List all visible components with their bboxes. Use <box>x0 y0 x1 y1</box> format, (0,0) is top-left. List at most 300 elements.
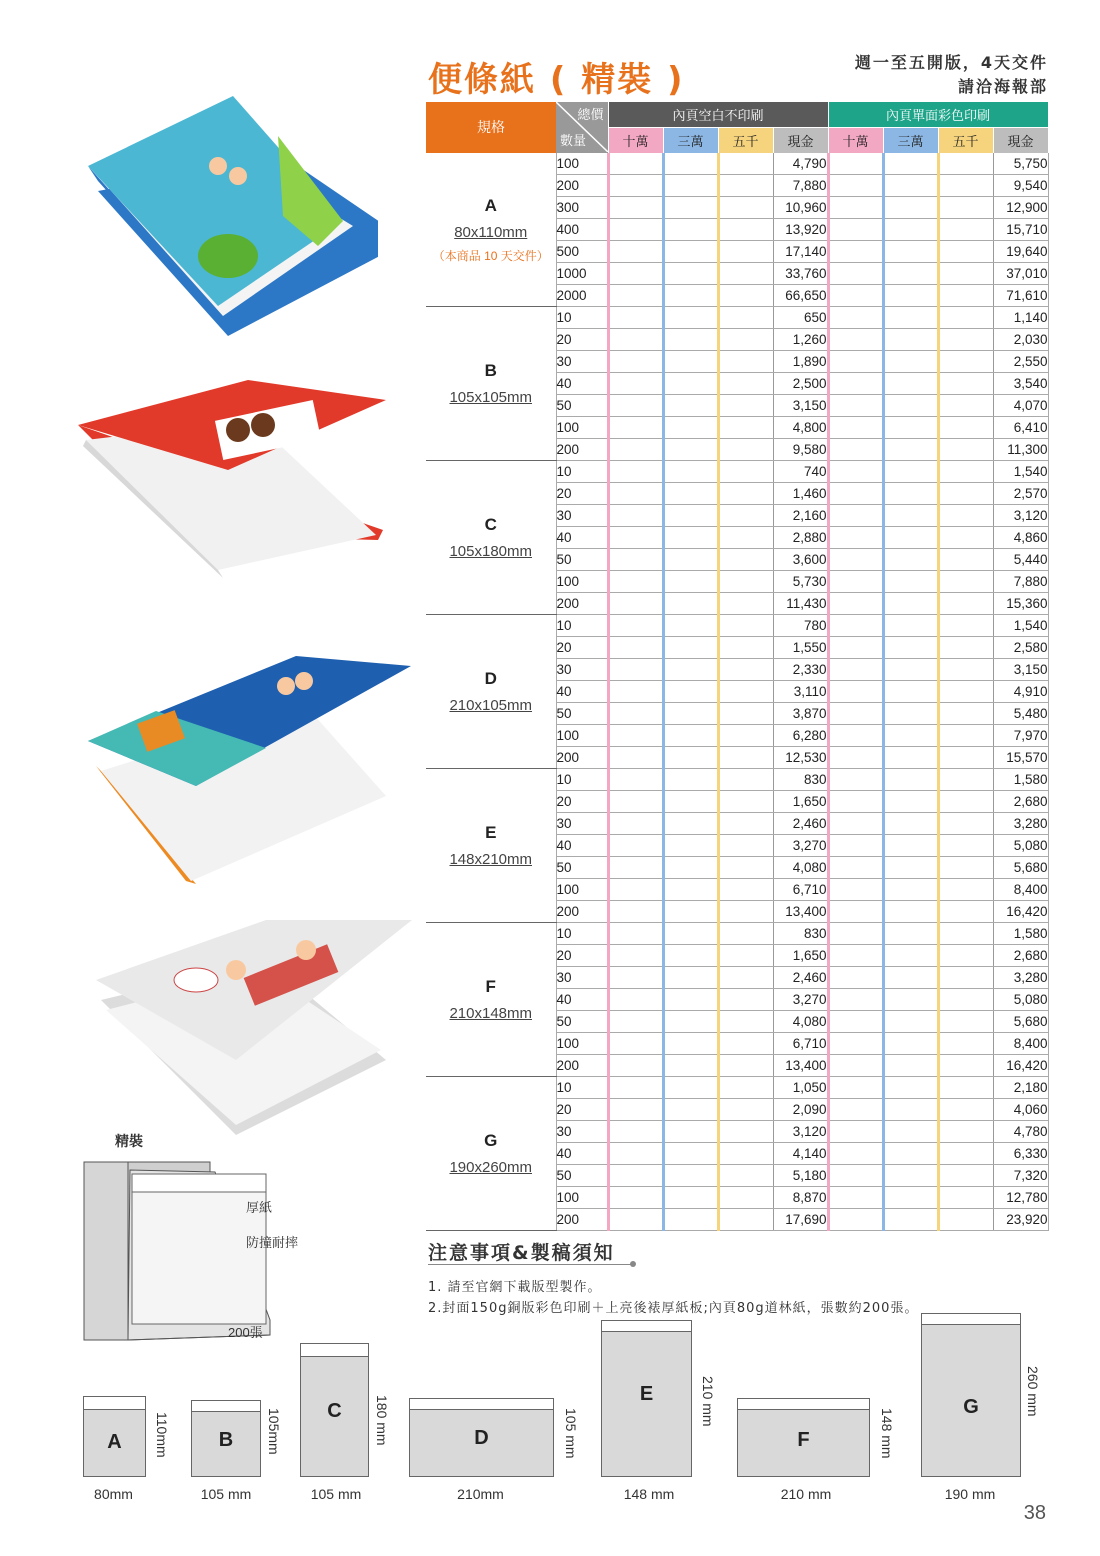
empty-cell <box>663 615 718 637</box>
empty-cell <box>663 285 718 307</box>
size-letter: C <box>327 1400 342 1422</box>
price-color-cash: 4,780 <box>993 1121 1048 1143</box>
empty-cell <box>718 461 773 483</box>
price-color-cash: 2,680 <box>993 791 1048 813</box>
qty-cell: 30 <box>556 813 608 835</box>
empty-cell <box>663 725 718 747</box>
empty-cell <box>663 329 718 351</box>
price-blank-cash: 830 <box>773 769 828 791</box>
qty-cell: 200 <box>556 1055 608 1077</box>
empty-cell <box>938 923 993 945</box>
price-color-cash: 4,070 <box>993 395 1048 417</box>
product-photo-d <box>86 656 416 886</box>
empty-cell <box>883 1165 938 1187</box>
table-row <box>426 769 1048 791</box>
product-letter: G <box>484 1131 498 1150</box>
empty-cell <box>883 791 938 813</box>
empty-cell <box>938 593 993 615</box>
empty-cell <box>718 813 773 835</box>
qty-cell: 20 <box>556 637 608 659</box>
price-blank-cash: 2,880 <box>773 527 828 549</box>
notes-divider <box>428 1264 634 1265</box>
qty-cell: 40 <box>556 835 608 857</box>
empty-cell <box>828 1165 883 1187</box>
note-item: 2.封面150g銅版彩色印刷＋上亮後裱厚紙板;內頁80g道林紙，張數約200張。 <box>428 1301 919 1316</box>
price-blank-cash: 3,150 <box>773 395 828 417</box>
empty-cell <box>608 571 663 593</box>
col-30k-color: 三萬 <box>883 128 938 154</box>
product-label <box>426 461 556 615</box>
price-blank-cash: 2,090 <box>773 1099 828 1121</box>
size-b-width: 105 mm <box>200 1486 252 1502</box>
price-blank-cash: 4,080 <box>773 1011 828 1033</box>
empty-cell <box>883 879 938 901</box>
empty-cell <box>663 879 718 901</box>
qty-cell: 20 <box>556 483 608 505</box>
qty-cell: 10 <box>556 307 608 329</box>
empty-cell <box>938 395 993 417</box>
empty-cell <box>718 549 773 571</box>
product-size: 105x105mm <box>449 389 533 406</box>
empty-cell <box>828 725 883 747</box>
price-color-cash: 5,440 <box>993 549 1048 571</box>
price-blank-cash: 1,890 <box>773 351 828 373</box>
empty-cell <box>883 527 938 549</box>
price-color-cash: 1,540 <box>993 461 1048 483</box>
price-color-cash: 7,880 <box>993 571 1048 593</box>
empty-cell <box>828 1033 883 1055</box>
table-row <box>426 1077 1048 1099</box>
empty-cell <box>718 395 773 417</box>
empty-cell <box>608 659 663 681</box>
empty-cell <box>718 835 773 857</box>
price-blank-cash: 6,710 <box>773 1033 828 1055</box>
product-label <box>426 769 556 923</box>
empty-cell <box>938 483 993 505</box>
empty-cell <box>828 505 883 527</box>
empty-cell <box>663 571 718 593</box>
price-color-cash: 7,970 <box>993 725 1048 747</box>
empty-cell <box>938 307 993 329</box>
price-blank-cash: 33,760 <box>773 263 828 285</box>
qty-cell: 500 <box>556 241 608 263</box>
empty-cell <box>663 791 718 813</box>
empty-cell <box>663 395 718 417</box>
empty-cell <box>608 747 663 769</box>
qty-cell: 100 <box>556 571 608 593</box>
empty-cell <box>718 1121 773 1143</box>
product-letter: E <box>485 823 497 842</box>
price-blank-cash: 3,120 <box>773 1121 828 1143</box>
empty-cell <box>883 967 938 989</box>
empty-cell <box>608 1121 663 1143</box>
empty-cell <box>883 923 938 945</box>
price-color-cash: 11,300 <box>993 439 1048 461</box>
empty-cell <box>828 879 883 901</box>
empty-cell <box>828 703 883 725</box>
price-color-cash: 3,150 <box>993 659 1048 681</box>
price-color-cash: 1,540 <box>993 615 1048 637</box>
empty-cell <box>718 1187 773 1209</box>
empty-cell <box>718 791 773 813</box>
size-letter: G <box>963 1396 979 1418</box>
price-color-cash: 5,080 <box>993 989 1048 1011</box>
price-color-cash: 2,180 <box>993 1077 1048 1099</box>
empty-cell <box>663 1077 718 1099</box>
price-blank-cash: 1,050 <box>773 1077 828 1099</box>
empty-cell <box>938 1033 993 1055</box>
empty-cell <box>663 439 718 461</box>
size-g-height: 260 mm <box>1025 1366 1041 1417</box>
size-letter: D <box>474 1427 489 1449</box>
empty-cell <box>883 285 938 307</box>
price-color-cash: 16,420 <box>993 901 1048 923</box>
price-blank-cash: 3,270 <box>773 989 828 1011</box>
empty-cell <box>883 637 938 659</box>
product-size: 80x110mm <box>454 223 528 241</box>
size-box-c <box>300 1343 369 1477</box>
empty-cell <box>883 417 938 439</box>
note-item: 1. 請至官網下載版型製作。 <box>428 1280 602 1295</box>
empty-cell <box>883 175 938 197</box>
empty-cell <box>883 1011 938 1033</box>
empty-cell <box>828 747 883 769</box>
size-e-height: 210 mm <box>700 1376 716 1427</box>
price-blank-cash: 13,920 <box>773 219 828 241</box>
price-blank-cash: 4,790 <box>773 153 828 175</box>
empty-cell <box>663 1099 718 1121</box>
empty-cell <box>608 439 663 461</box>
empty-cell <box>883 1143 938 1165</box>
empty-cell <box>883 615 938 637</box>
empty-cell <box>608 549 663 571</box>
empty-cell <box>663 373 718 395</box>
empty-cell <box>608 417 663 439</box>
col-cash: 現金 <box>773 128 828 154</box>
empty-cell <box>883 351 938 373</box>
label-antiscratch: 防撞耐摔 <box>246 1235 299 1250</box>
empty-cell <box>718 527 773 549</box>
price-blank-cash: 4,800 <box>773 417 828 439</box>
empty-cell <box>883 461 938 483</box>
qty-cell: 30 <box>556 1121 608 1143</box>
empty-cell <box>828 813 883 835</box>
table-row <box>426 461 1048 483</box>
price-color-cash: 15,360 <box>993 593 1048 615</box>
label-sheets: 200張 <box>228 1325 263 1340</box>
price-color-cash: 3,540 <box>993 373 1048 395</box>
price-color-cash: 8,400 <box>993 879 1048 901</box>
empty-cell <box>718 681 773 703</box>
qty-cell: 100 <box>556 725 608 747</box>
col-100k: 十萬 <box>608 128 663 154</box>
price-blank-cash: 11,430 <box>773 593 828 615</box>
size-d-width: 210mm <box>457 1486 504 1502</box>
empty-cell <box>938 329 993 351</box>
empty-cell <box>828 417 883 439</box>
qty-cell: 50 <box>556 857 608 879</box>
price-color-cash: 1,580 <box>993 769 1048 791</box>
product-photo-f <box>96 920 416 1140</box>
empty-cell <box>718 901 773 923</box>
price-blank-cash: 4,080 <box>773 857 828 879</box>
empty-cell <box>938 175 993 197</box>
table-row <box>426 307 1048 329</box>
price-color-cash: 16,420 <box>993 1055 1048 1077</box>
price-table <box>426 101 1049 1231</box>
empty-cell <box>828 989 883 1011</box>
empty-cell <box>883 1209 938 1231</box>
empty-cell <box>938 197 993 219</box>
empty-cell <box>938 549 993 571</box>
product-letter: A <box>484 195 497 215</box>
empty-cell <box>663 1143 718 1165</box>
empty-cell <box>938 417 993 439</box>
qty-cell: 200 <box>556 439 608 461</box>
price-color-cash: 3,280 <box>993 967 1048 989</box>
empty-cell <box>828 769 883 791</box>
empty-cell <box>608 329 663 351</box>
page-title: 便條紙 ( 精裝 ) <box>428 60 685 100</box>
empty-cell <box>718 351 773 373</box>
price-blank-cash: 3,110 <box>773 681 828 703</box>
table-row <box>426 153 1048 175</box>
price-blank-cash: 830 <box>773 923 828 945</box>
qty-cell: 100 <box>556 153 608 175</box>
empty-cell <box>938 747 993 769</box>
product-label <box>426 153 556 307</box>
empty-cell <box>718 263 773 285</box>
empty-cell <box>663 1121 718 1143</box>
empty-cell <box>718 153 773 175</box>
empty-cell <box>718 1099 773 1121</box>
qty-cell: 40 <box>556 527 608 549</box>
qty-cell: 10 <box>556 461 608 483</box>
product-letter: D <box>484 669 497 688</box>
empty-cell <box>608 1033 663 1055</box>
empty-cell <box>718 1011 773 1033</box>
empty-cell <box>608 307 663 329</box>
empty-cell <box>938 879 993 901</box>
product-size: 190x260mm <box>449 1159 533 1176</box>
size-box-d <box>409 1398 554 1477</box>
empty-cell <box>608 1143 663 1165</box>
price-color-cash: 2,570 <box>993 483 1048 505</box>
col-30k: 三萬 <box>663 128 718 154</box>
price-color-cash: 6,410 <box>993 417 1048 439</box>
empty-cell <box>608 175 663 197</box>
product-size: 148x210mm <box>449 851 533 868</box>
price-blank-cash: 17,690 <box>773 1209 828 1231</box>
product-size: 210x148mm <box>449 1005 533 1022</box>
product-photo-b <box>78 380 398 580</box>
total-price-label: 總價 <box>577 106 604 122</box>
size-box-f <box>737 1398 870 1477</box>
size-g-width: 190 mm <box>944 1486 996 1502</box>
empty-cell <box>883 153 938 175</box>
price-blank-cash: 12,530 <box>773 747 828 769</box>
size-a-width: 80mm <box>94 1486 133 1502</box>
empty-cell <box>883 571 938 593</box>
product-label <box>426 307 556 461</box>
product-letter: F <box>485 977 496 996</box>
qty-cell: 100 <box>556 1187 608 1209</box>
price-color-cash: 2,030 <box>993 329 1048 351</box>
empty-cell <box>828 791 883 813</box>
empty-cell <box>938 461 993 483</box>
empty-cell <box>608 351 663 373</box>
price-blank-cash: 2,460 <box>773 967 828 989</box>
empty-cell <box>608 615 663 637</box>
product-photo-a <box>78 96 378 336</box>
empty-cell <box>718 659 773 681</box>
col-cash-color: 現金 <box>993 128 1048 154</box>
empty-cell <box>608 505 663 527</box>
empty-cell <box>828 571 883 593</box>
empty-cell <box>883 263 938 285</box>
qty-cell: 10 <box>556 923 608 945</box>
empty-cell <box>608 1055 663 1077</box>
empty-cell <box>718 307 773 329</box>
empty-cell <box>938 285 993 307</box>
structure-title: 精裝 <box>115 1133 143 1149</box>
empty-cell <box>608 1099 663 1121</box>
qty-cell: 40 <box>556 989 608 1011</box>
product-label <box>426 1077 556 1231</box>
price-color-cash: 2,680 <box>993 945 1048 967</box>
qty-cell: 30 <box>556 351 608 373</box>
size-box-b <box>191 1400 261 1477</box>
empty-cell <box>608 1209 663 1231</box>
empty-cell <box>828 967 883 989</box>
empty-cell <box>718 1033 773 1055</box>
empty-cell <box>608 219 663 241</box>
empty-cell <box>883 945 938 967</box>
empty-cell <box>663 307 718 329</box>
empty-cell <box>718 1209 773 1231</box>
empty-cell <box>718 219 773 241</box>
qty-label: 數量 <box>560 133 587 148</box>
empty-cell <box>718 197 773 219</box>
size-b-height: 105mm <box>266 1408 282 1455</box>
empty-cell <box>663 857 718 879</box>
empty-cell <box>663 681 718 703</box>
empty-cell <box>883 1055 938 1077</box>
label-board: 厚紙 <box>246 1200 273 1215</box>
empty-cell <box>663 989 718 1011</box>
price-blank-cash: 780 <box>773 615 828 637</box>
empty-cell <box>663 461 718 483</box>
price-color-cash: 12,900 <box>993 197 1048 219</box>
contact-note: 請洽海報部 <box>957 77 1048 96</box>
empty-cell <box>663 549 718 571</box>
empty-cell <box>938 791 993 813</box>
price-blank-cash: 4,140 <box>773 1143 828 1165</box>
empty-cell <box>663 351 718 373</box>
empty-cell <box>608 967 663 989</box>
empty-cell <box>718 175 773 197</box>
empty-cell <box>608 901 663 923</box>
empty-cell <box>883 659 938 681</box>
empty-cell <box>828 241 883 263</box>
empty-cell <box>828 263 883 285</box>
empty-cell <box>883 593 938 615</box>
empty-cell <box>663 945 718 967</box>
empty-cell <box>828 329 883 351</box>
empty-cell <box>608 879 663 901</box>
empty-cell <box>883 241 938 263</box>
empty-cell <box>608 835 663 857</box>
size-a-height: 110mm <box>154 1412 170 1458</box>
empty-cell <box>663 659 718 681</box>
price-qty-header <box>556 102 608 154</box>
price-blank-cash: 2,500 <box>773 373 828 395</box>
price-color-cash: 2,580 <box>993 637 1048 659</box>
empty-cell <box>718 857 773 879</box>
empty-cell <box>608 1165 663 1187</box>
empty-cell <box>828 549 883 571</box>
empty-cell <box>883 329 938 351</box>
empty-cell <box>938 813 993 835</box>
qty-cell: 40 <box>556 681 608 703</box>
empty-cell <box>718 241 773 263</box>
col-5k-color: 五千 <box>938 128 993 154</box>
price-blank-cash: 6,280 <box>773 725 828 747</box>
empty-cell <box>938 637 993 659</box>
empty-cell <box>608 791 663 813</box>
empty-cell <box>608 1011 663 1033</box>
empty-cell <box>828 1121 883 1143</box>
qty-cell: 200 <box>556 1209 608 1231</box>
price-blank-cash: 5,730 <box>773 571 828 593</box>
empty-cell <box>828 527 883 549</box>
empty-cell <box>938 1011 993 1033</box>
empty-cell <box>718 1143 773 1165</box>
empty-cell <box>608 527 663 549</box>
empty-cell <box>718 923 773 945</box>
empty-cell <box>663 747 718 769</box>
empty-cell <box>938 241 993 263</box>
empty-cell <box>883 1033 938 1055</box>
price-color-cash: 1,140 <box>993 307 1048 329</box>
empty-cell <box>663 1011 718 1033</box>
delivery-note: 週一至五開版，4天交件 <box>854 53 1048 72</box>
empty-cell <box>608 373 663 395</box>
qty-cell: 50 <box>556 549 608 571</box>
empty-cell <box>608 241 663 263</box>
empty-cell <box>938 1055 993 1077</box>
empty-cell <box>718 285 773 307</box>
size-f-width: 210 mm <box>780 1486 832 1502</box>
empty-cell <box>883 703 938 725</box>
empty-cell <box>828 1011 883 1033</box>
empty-cell <box>608 857 663 879</box>
qty-cell: 100 <box>556 879 608 901</box>
empty-cell <box>663 703 718 725</box>
price-blank-cash: 3,600 <box>773 549 828 571</box>
empty-cell <box>883 549 938 571</box>
empty-cell <box>663 1187 718 1209</box>
empty-cell <box>828 483 883 505</box>
empty-cell <box>718 417 773 439</box>
size-box-e <box>601 1320 692 1477</box>
empty-cell <box>883 505 938 527</box>
qty-cell: 10 <box>556 769 608 791</box>
price-color-cash: 4,060 <box>993 1099 1048 1121</box>
empty-cell <box>938 1209 993 1231</box>
price-color-cash: 71,610 <box>993 285 1048 307</box>
price-blank-cash: 1,650 <box>773 791 828 813</box>
